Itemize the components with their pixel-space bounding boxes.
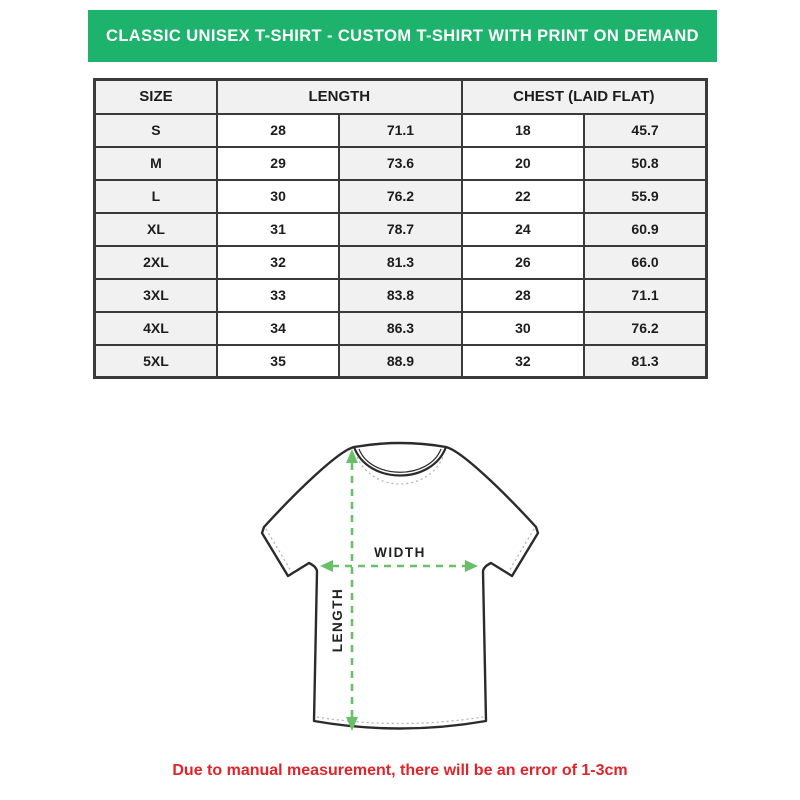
length-cm-cell: 78.7 (339, 213, 461, 246)
title-banner (88, 10, 717, 62)
length-inch-cell: 34 (217, 312, 339, 345)
size-cell: 2XL (95, 246, 217, 279)
size-cell: S (95, 114, 217, 147)
width-label: WIDTH (374, 545, 426, 560)
length-cm-cell: 73.6 (339, 147, 461, 180)
size-table-header-row (95, 80, 707, 114)
tshirt-outline-drawing (262, 443, 538, 729)
length-inch-cell: 29 (217, 147, 339, 180)
chest-inch-cell: 30 (462, 312, 584, 345)
chest-inch-cell: 22 (462, 180, 584, 213)
length-inch-cell: 31 (217, 213, 339, 246)
chest-cm-cell: 55.9 (584, 180, 706, 213)
column-header-length: LENGTH (217, 80, 462, 114)
length-inch-cell: 28 (217, 114, 339, 147)
size-cell: M (95, 147, 217, 180)
tshirt-diagram-svg (240, 433, 560, 753)
chest-cm-cell: 50.8 (584, 147, 706, 180)
chest-cm-cell: 45.7 (584, 114, 706, 147)
size-table-row (95, 213, 707, 246)
length-inch-cell: 32 (217, 246, 339, 279)
chest-cm-cell: 60.9 (584, 213, 706, 246)
length-label: LENGTH (330, 587, 345, 653)
page-title: CLASSIC UNISEX T-SHIRT - CUSTOM T-SHIRT WITH PRINT ON DEMAND (106, 26, 699, 45)
size-table-row (95, 147, 707, 180)
length-cm-cell: 88.9 (339, 345, 461, 378)
measurement-disclaimer: Due to manual measurement, there will be an error of 1-3cm (172, 762, 628, 779)
length-inch-cell: 35 (217, 345, 339, 378)
chest-cm-cell: 71.1 (584, 279, 706, 312)
length-cm-cell: 86.3 (339, 312, 461, 345)
chest-cm-cell: 81.3 (584, 345, 706, 378)
size-cell: L (95, 180, 217, 213)
size-cell: 5XL (95, 345, 217, 378)
chest-inch-cell: 24 (462, 213, 584, 246)
size-table (93, 78, 708, 379)
size-table-row (95, 312, 707, 345)
length-inch-cell: 30 (217, 180, 339, 213)
length-cm-cell: 71.1 (339, 114, 461, 147)
length-inch-cell: 33 (217, 279, 339, 312)
chest-inch-cell: 26 (462, 246, 584, 279)
chest-inch-cell: 32 (462, 345, 584, 378)
length-cm-cell: 81.3 (339, 246, 461, 279)
chest-inch-cell: 20 (462, 147, 584, 180)
size-cell: 3XL (95, 279, 217, 312)
size-cell: 4XL (95, 312, 217, 345)
length-cm-cell: 83.8 (339, 279, 461, 312)
column-header-chest: CHEST (LAID FLAT) (462, 80, 707, 114)
size-table-row (95, 345, 707, 378)
column-header-size: SIZE (95, 80, 217, 114)
size-table-row (95, 180, 707, 213)
chest-inch-cell: 28 (462, 279, 584, 312)
size-cell: XL (95, 213, 217, 246)
size-table-row (95, 114, 707, 147)
size-table-row (95, 246, 707, 279)
size-chart (93, 78, 708, 379)
chest-inch-cell: 18 (462, 114, 584, 147)
chest-cm-cell: 66.0 (584, 246, 706, 279)
size-table-row (95, 279, 707, 312)
length-cm-cell: 76.2 (339, 180, 461, 213)
tshirt-measurement-diagram (240, 433, 560, 753)
chest-cm-cell: 76.2 (584, 312, 706, 345)
size-table-body (95, 114, 707, 378)
